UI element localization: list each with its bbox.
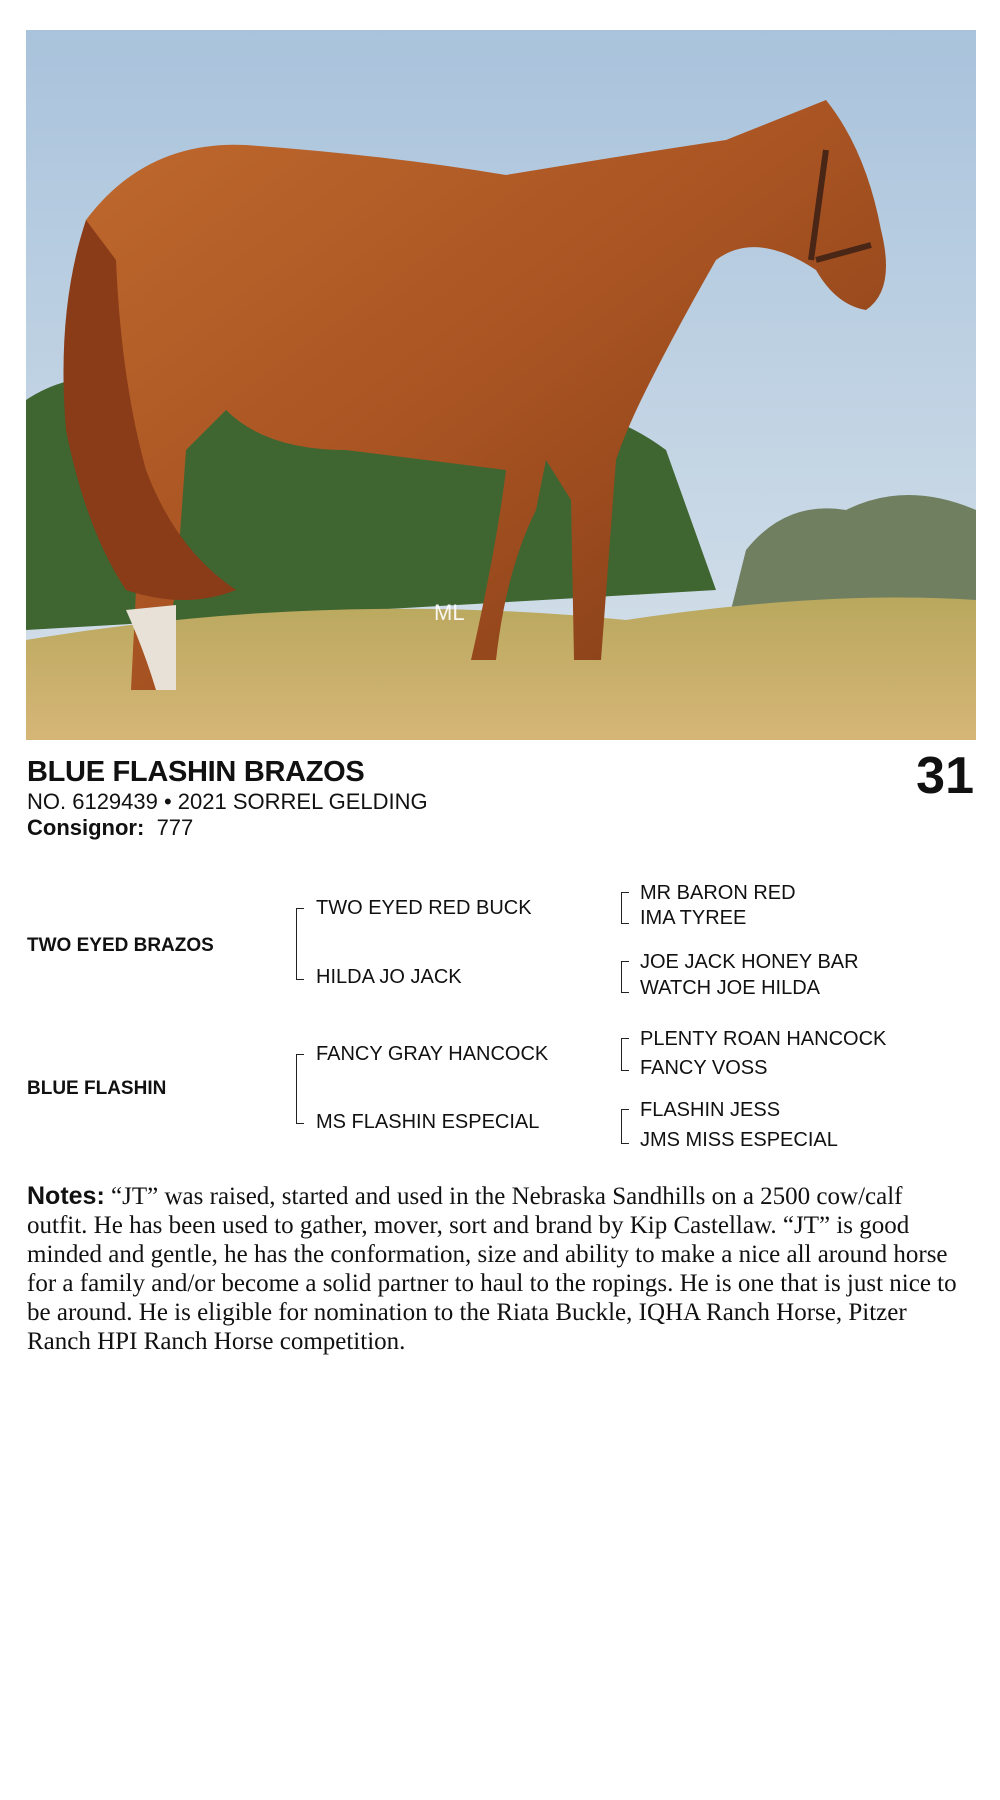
pedigree-dd-dam: JMS MISS ESPECIAL: [640, 1129, 838, 1151]
horse-photo: [26, 30, 976, 740]
pedigree-dam-dam: MS FLASHIN ESPECIAL: [316, 1111, 540, 1133]
consignor-label: Consignor:: [27, 815, 145, 840]
bracket: [296, 1054, 304, 1124]
notes-label: Notes:: [27, 1182, 105, 1210]
consignor-value: 777: [156, 815, 194, 840]
bracket: [621, 1109, 629, 1144]
pedigree-sire-dam: HILDA JO JACK: [316, 966, 462, 988]
bracket: [296, 908, 304, 980]
pedigree-ds-sire: PLENTY ROAN HANCOCK: [640, 1028, 887, 1050]
pedigree-ds-dam: FANCY VOSS: [640, 1057, 768, 1079]
consignor: [27, 815, 193, 841]
pedigree-dam: BLUE FLASHIN: [27, 1078, 167, 1099]
notes-text: “JT” was raised, started and used in the Nebraska Sandhills on a 2500 cow/calf outfit. He has been used to gather, mover, sort and brand by Kip Castellaw. “JT” is good minded and gentle, he has the conformation, size and ability to make a nice all around horse for a family and/or become a solid partner to haul to the ropings. He is one that is just nice to be around. He is eligible for nomination to the Riata Buckle, IQHA Ranch Horse, Pitzer Ranch HPI Ranch Horse competition.: [27, 1183, 957, 1355]
pedigree-dd-sire: FLASHIN JESS: [640, 1099, 781, 1121]
notes: [27, 1182, 957, 1356]
bracket: [621, 961, 629, 993]
pedigree-ss-sire: MR BARON RED: [640, 882, 796, 904]
registration-details: NO. 6129439 • 2021 SORREL GELDING: [27, 789, 428, 814]
pedigree-sire-sire: TWO EYED RED BUCK: [316, 897, 532, 919]
lot-number: 31: [916, 747, 974, 805]
horse-name: BLUE FLASHIN BRAZOS: [27, 756, 365, 788]
pedigree-sire: TWO EYED BRAZOS: [27, 935, 214, 956]
bracket: [621, 892, 629, 924]
bracket: [621, 1038, 629, 1071]
pedigree-sd-sire: JOE JACK HONEY BAR: [640, 951, 859, 973]
pedigree-dam-sire: FANCY GRAY HANCOCK: [316, 1043, 549, 1065]
pedigree-ss-dam: IMA TYREE: [640, 907, 747, 929]
pedigree-sd-dam: WATCH JOE HILDA: [640, 977, 821, 999]
watermark-logo: ML: [434, 600, 465, 625]
